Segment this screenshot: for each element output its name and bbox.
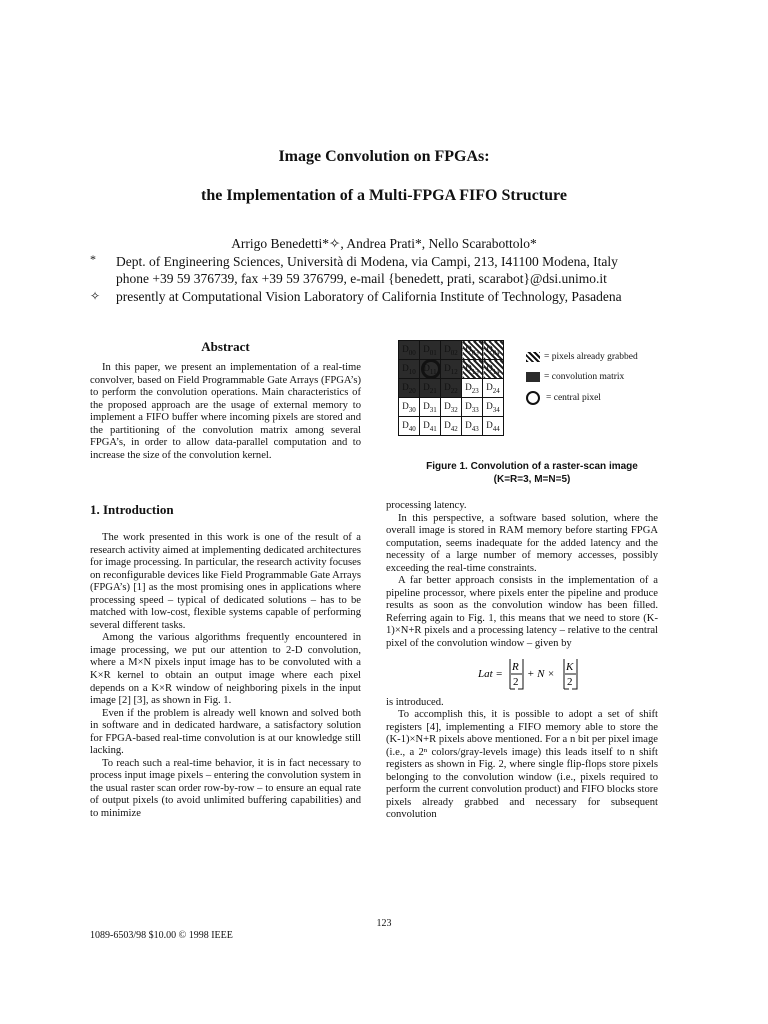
pixel-cell: $D_{33}$ [462,398,483,417]
central-pixel-circle [421,359,441,379]
figure-1-caption [386,460,678,486]
pixel-cell: $D_{03}$ [462,341,483,360]
abstract-heading: Abstract [201,339,250,354]
right-column-body [386,500,658,822]
pixel-grid-row [399,341,504,360]
pixel-cell: $D_{21}$ [420,379,441,398]
pixel-cell: $D_{41}$ [420,417,441,436]
pixel-cell: $D_{34}$ [483,398,504,417]
copyright-footer: 1089-6503/98 $10.00 © 1998 IEEE [90,930,233,941]
right-paragraph-2: A far better approach consists in the implementation of a pipeline processor, where pixels enter the pipeline and produce results as soon as the convolution window has been filled. Referring again to Fig. 1, this means that we need to store (K-1)×N+R pixels and a processing latency – relative to the central pixel of the convolution window – given by [386,575,658,650]
legend-item-grabbed [526,352,638,362]
legend-item-central [526,391,601,405]
pixel-cell: $D_{14}$ [483,360,504,379]
right-paragraph-1: In this perspective, a software based solution, where the overall image is stored in RAM memory before starting FPGA computation, seems inadequate for the added latency and the necessity of a large number of memory accesses, possibly exceeding the real-time constraints. [386,512,658,574]
pixel-cell: $D_{43}$ [462,417,483,436]
pixel-grid-row [399,417,504,436]
pixel-grid [398,340,504,436]
circle-icon [526,391,540,405]
legend-label-matrix: = convolution matrix [544,372,625,383]
pixel-cell: $D_{22}$ [441,379,462,398]
pixel-cell: $D_{00}$ [399,341,420,360]
pixel-cell: $D_{32}$ [441,398,462,417]
paper-title-line2: the Implementation of a Multi-FPGA FIFO Structure [201,187,567,204]
pixel-grid-row [399,379,504,398]
abstract-body [90,362,361,462]
pixel-grid-row [399,398,504,417]
figure-1 [398,340,668,452]
formula-middle: + N × [527,667,555,680]
pixel-cell: $D_{02}$ [441,341,462,360]
paper-title-line1: Image Convolution on FPGAs: [278,148,490,165]
pixel-cell: $D_{31}$ [420,398,441,417]
author-list: Arrigo Benedetti*✧, Andrea Prati*, Nello Scarabottolo* [231,236,537,251]
formula-lhs: Lat = [478,667,503,680]
pixel-cell: $D_{01}$ [420,341,441,360]
caption-line-1: Figure 1. Convolution of a raster-scan image [426,461,638,472]
affiliation-marker-star: * [90,252,96,266]
page-number: 123 [376,918,392,929]
pixel-cell: $D_{10}$ [399,360,420,379]
right-paragraph-3: is introduced. [386,696,444,708]
pixel-cell: $D_{40}$ [399,417,420,436]
introduction-body [90,532,361,821]
intro-paragraph-2: Among the various algorithms frequently encountered in image processing, we put our attention to 2-D convolution, where a M×N pixels input image has to be convoluted with a K×R kernel to obtain an output image where each pixel depends on a K×R window of neighboring pixels in the input image [2] [3], as shown in Fig. 1. [90,632,361,707]
latency-formula-svg [386,651,658,697]
formula-k: K [566,660,574,673]
pixel-cell: $D_{20}$ [399,379,420,398]
pixel-cell: $D_{24}$ [483,379,504,398]
pixel-grid-row [399,360,504,379]
pixel-cell: $D_{30}$ [399,398,420,417]
legend-item-matrix [526,372,624,382]
affiliation-marker-diamond: ✧ [90,289,101,303]
pixel-cell: $D_{23}$ [462,379,483,398]
formula-two-b: 2 [567,675,573,688]
latency-formula [386,651,658,697]
affiliation-line-1: Dept. of Engineering Sciences, Università di Modena, via Campi, 213, I41100 Modena, Italy [116,254,618,269]
pixel-cell: $D_{12}$ [441,360,462,379]
legend-label-grabbed: = pixels already grabbed [544,352,638,363]
pixel-cell: $D_{44}$ [483,417,504,436]
pixel-cell: $D_{04}$ [483,341,504,360]
affiliation-line-2: phone +39 59 376739, fax +39 59 376799, e-mail {benedett, prati, scarabot}@dsi.unimo.it [116,271,607,286]
dark-swatch-icon [526,372,540,382]
section-heading-introduction: 1. Introduction [90,502,174,517]
formula-r: R [512,660,519,673]
hatch-swatch-icon [526,352,540,362]
legend-label-central: = central pixel [546,393,601,404]
affiliation-line-3: presently at Computational Vision Laboratory of California Institute of Technology, Pasadena [116,289,622,304]
intro-paragraph-1: The work presented in this work is one of the result of a research activity aimed at implementing dedicated architectures for image processing. In particular, the research activity focuses on reconfigurable devices like Field Programmable Gate Arrays (FPGA’s) [1] as the most promising ones in applications where processing speed – typical of dedicated solutions – has to be matched with low-cost, flexible systems capable of performing several different tasks. [90,532,361,631]
right-paragraph-0: processing latency. [386,500,467,511]
pixel-cell: $D_{13}$ [462,360,483,379]
intro-paragraph-4: To reach such a real-time behavior, it is in fact necessary to process input image pixels – entering the convolution system in the usual raster scan order row-by-row – to ensure an equal rate of output pixels (to avoid unlimited buffering capabilities) and to minimize [90,757,361,820]
pixel-cell: $D_{42}$ [441,417,462,436]
intro-paragraph-3: Even if the problem is already well known and solved both in software and in dedicated hardware, a satisfactory solution for FPGA-based real-time convolution is at our knowledge still lacking. [90,707,361,757]
pixel-cell: $D_{11}$ [420,360,441,379]
abstract-paragraph: In this paper, we present an implementation of a real-time convolver, based on Field Programmable Gate Arrays (FPGA’s) to perform the convolution operations. Main characteristics of the proposed approach are the usage of external memory to implement a FIFO buffer where incoming pixels are stored and the partitioning of the convolution matrix among several FPGA’s, in order to allow data-parallel computation and to increase the size of the convolution kernel. [90,362,361,461]
right-paragraph-4: To accomplish this, it is possible to adopt a set of shift registers [4], implementing a FIFO memory able to store the (K-1)×N+R pixels above mentioned. For a n bit per pixel image (i.e., a 2ⁿ colors/gray-levels image) this leads itself to n shift registers as shown in Fig. 2, where single flip-flops store pixels belonging to the convolution window (i.e., pixels required to perform the current convolution product) and FIFO blocks store pixels already grabbed and necessary for subsequent convolution [386,709,658,821]
formula-two-a: 2 [513,675,519,688]
caption-line-2: (K=R=3, M=N=5) [493,474,571,485]
